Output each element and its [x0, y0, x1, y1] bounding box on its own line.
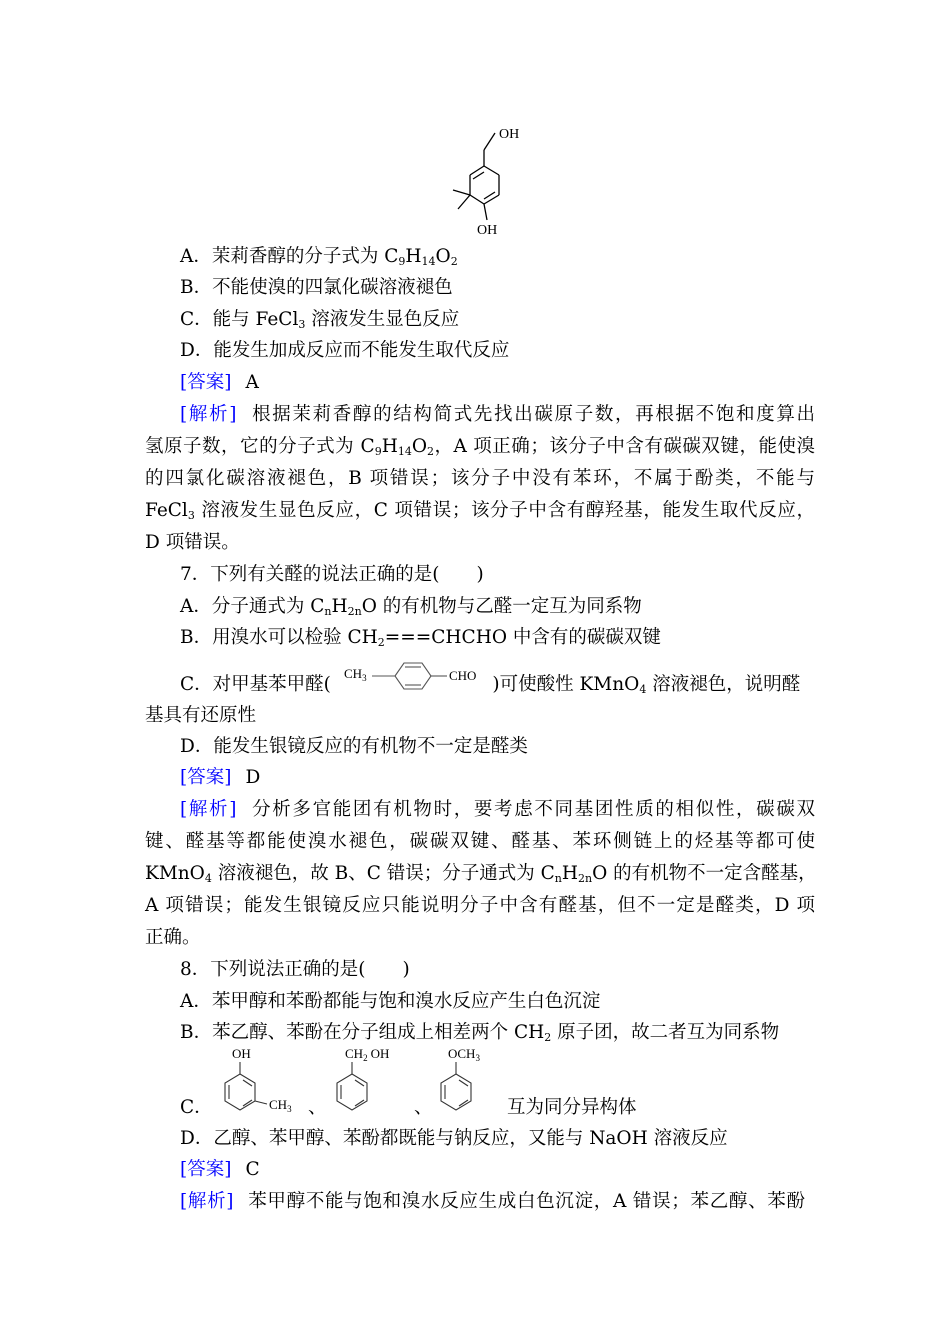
q7-option-a: A．分子通式为 $C_nH_{2n}O$ 的有机物与乙醛一定互为同系物 [180, 596, 642, 618]
oh-bottom-label: OH [477, 223, 498, 238]
q6-analysis-line-1: [解析] 根据茉莉香醇的结构简式先找出碳原子数，再根据不饱和度算出 [180, 404, 815, 425]
jasmine-alcohol-structure [420, 120, 540, 238]
answer-value: D [245, 767, 261, 788]
q7-analysis-line-5: 正确。 [145, 927, 201, 948]
answer-tag: [答案] [180, 767, 232, 788]
q8-stem: 8．下列说法正确的是( ) [180, 959, 410, 980]
q7-option-c: C．对甲基苯甲醛( )可使酸性 KMnO$_4$ 溶液褪色，说明醛 [180, 674, 801, 696]
q8-option-c-label: C． [180, 1097, 213, 1118]
p-tolualdehyde-structure [342, 660, 492, 696]
svg-text:OCH3: $OCH_3$ [448, 1046, 480, 1063]
q6-analysis-line-3: 的四氯化碳溶液褪色，B 项错误；该分子中没有苯环，不属于酚类，不能与 [145, 468, 815, 489]
svg-text:CH2OH: $CH_2$ OH [345, 1046, 390, 1063]
q7-stem: 7．下列有关醛的说法正确的是( ) [180, 564, 484, 585]
q7-analysis-line-1: [解析] 分析多官能团有机物时，要考虑不同基团性质的相似性，碳碳双 [180, 799, 815, 820]
q6-option-c: C．能与 FeCl$_3$ 溶液发生显色反应 [180, 309, 460, 331]
q8-separator-1: 、 [308, 1097, 327, 1118]
svg-text:CHO: CHO [449, 668, 477, 683]
answer-value: A [245, 372, 259, 393]
q8-option-c-tail: 互为同分异构体 [507, 1097, 637, 1118]
analysis-tag: [解析] [180, 404, 237, 425]
answer-value: C [245, 1159, 260, 1180]
q6-answer [180, 370, 850, 396]
svg-text:OH: OH [232, 1046, 251, 1061]
svg-text:CH3: $CH_3$ [344, 666, 367, 683]
answer-tag: [答案] [180, 372, 232, 393]
q7-option-c-continued: 基具有还原性 [145, 705, 257, 726]
q7-analysis-line-3: KMnO$_4$ 溶液褪色，故 B、C 错误；分子通式为 $C_nH_{2n}O$ 的有机物不一定含醛基， [145, 863, 817, 885]
q7-option-b: B．用溴水可以检验 $CH_2===CHCHO$ 中含有的碳碳双键 [180, 627, 661, 649]
answer-tag: [答案] [180, 1159, 232, 1180]
q8-answer [180, 1157, 850, 1183]
q8-analysis-line-1: [解析] 苯甲醇不能与饱和溴水反应生成白色沉淀，A 错误；苯乙醇、苯酚 [180, 1191, 805, 1212]
q6-analysis-line-5: D 项错误。 [145, 532, 240, 553]
q6-option-a: A．茉莉香醇的分子式为 $C_9H_{14}O_2$ [180, 246, 458, 268]
benzyl-alcohol-structure [330, 1042, 415, 1120]
analysis-tag: [解析] [180, 1191, 234, 1212]
q6-analysis-line-2: 氢原子数，它的分子式为 $C_9H_{14}O_2$，A 项正确；该分子中含有碳碳双键，能使溴 [145, 436, 815, 458]
q7-option-d: D．能发生银镜反应的有机物不一定是醛类 [180, 736, 528, 757]
q8-option-a: A．苯甲醇和苯酚都能与饱和溴水反应产生白色沉淀 [180, 991, 601, 1012]
q7-analysis-line-4: A 项错误；能发生银镜反应只能说明分子中含有醛基，但不一定是醛类，D 项 [145, 895, 815, 916]
q7-analysis-line-2: 键、醛基等都能使溴水褪色，碳碳双键、醛基、苯环侧链上的烃基等都可使 [145, 831, 815, 852]
analysis-tag: [解析] [180, 799, 237, 820]
q8-option-b: B．苯乙醇、苯酚在分子组成上相差两个 $CH_2$ 原子团，故二者互为同系物 [180, 1022, 780, 1044]
q6-option-d: D．能发生加成反应而不能发生取代反应 [180, 340, 510, 361]
oh-top-label: OH [499, 127, 520, 142]
q6-option-b: B．不能使溴的四氯化碳溶液褪色 [180, 277, 453, 298]
q7-answer [180, 765, 850, 791]
q8-separator-2: 、 [414, 1097, 433, 1118]
svg-text:CH3: $CH_3$ [269, 1097, 292, 1114]
m-cresol-structure [212, 1042, 307, 1120]
anisole-structure [436, 1042, 506, 1120]
q8-option-d: D．乙醇、苯甲醇、苯酚都既能与钠反应，又能与 NaOH 溶液反应 [180, 1128, 728, 1149]
q6-analysis-line-4: FeCl$_3$ 溶液发生显色反应，C 项错误；该分子中含有醇羟基，能发生取代反应， [145, 500, 815, 522]
